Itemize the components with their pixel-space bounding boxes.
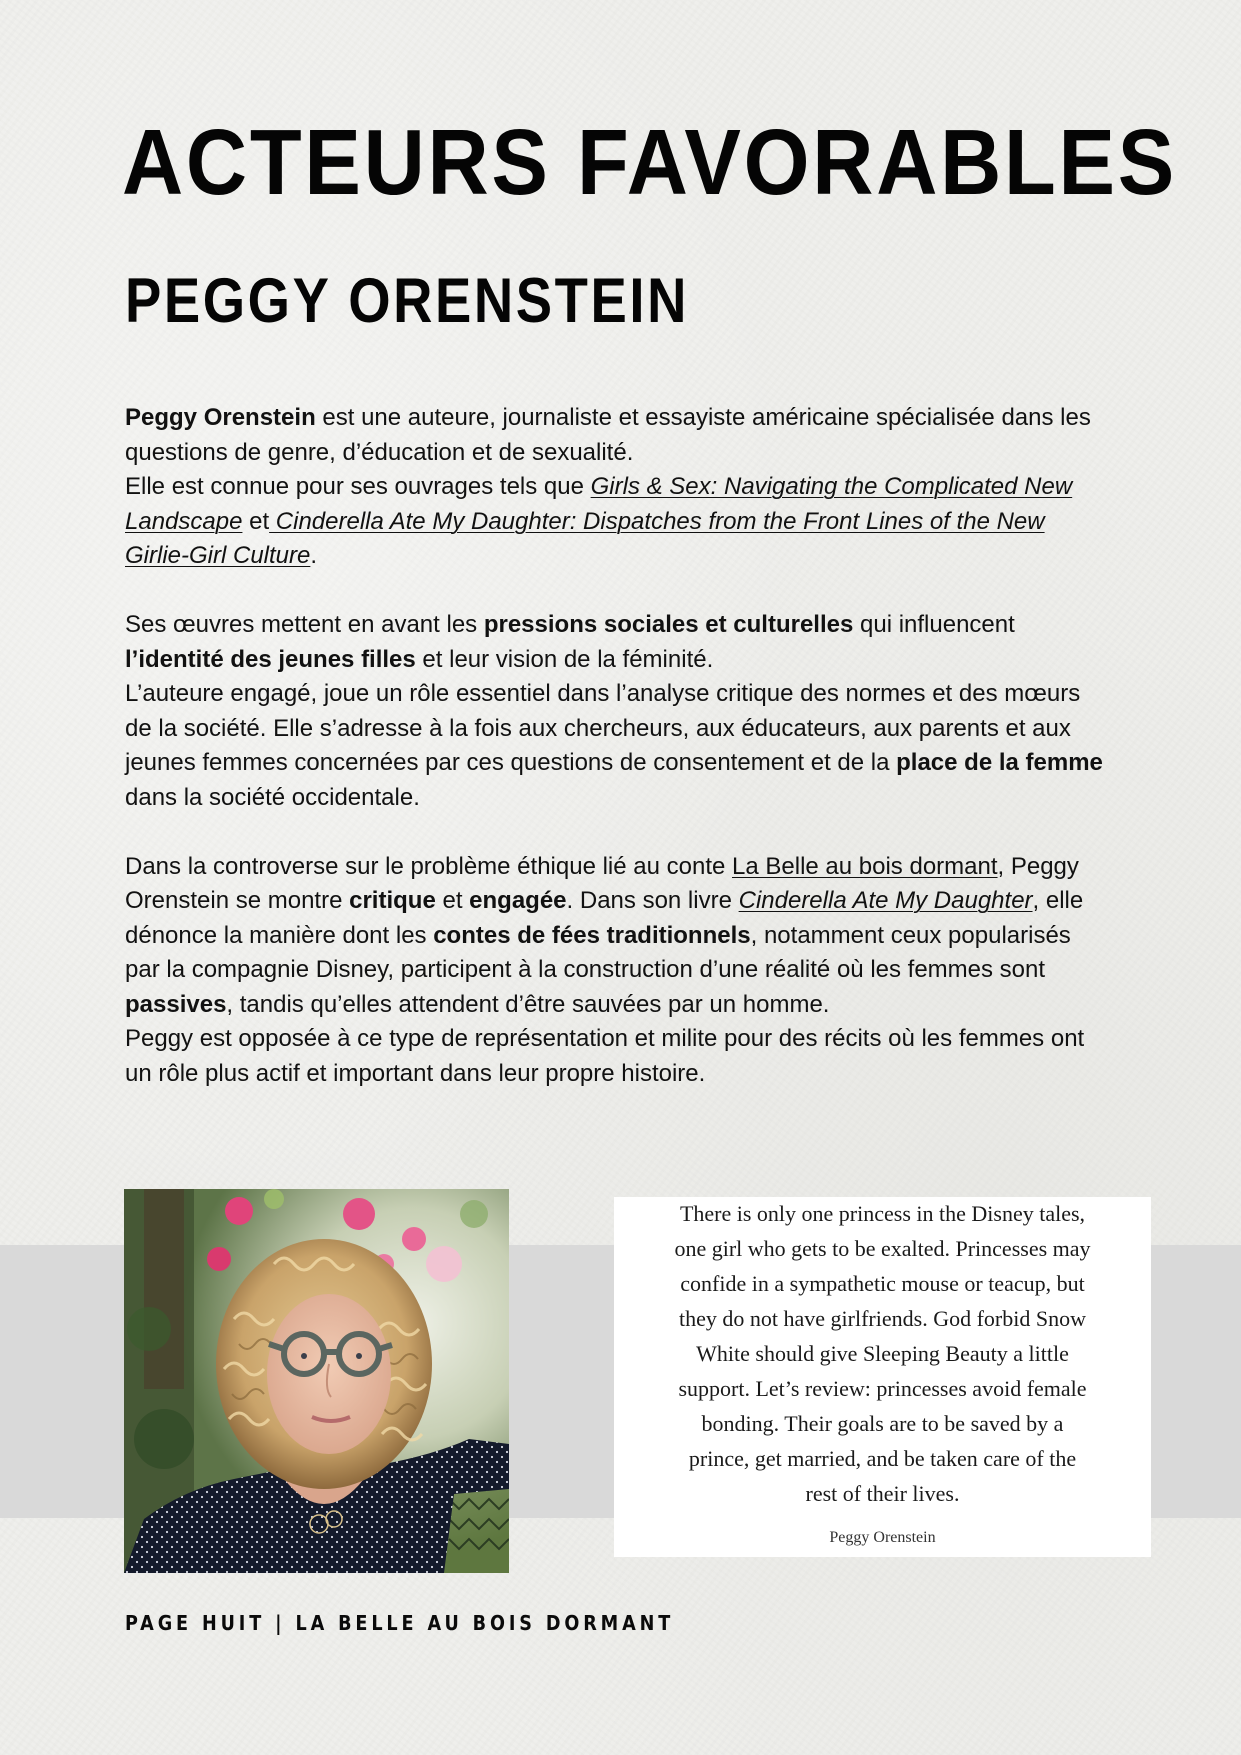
- paragraph-spacer: [125, 574, 1225, 609]
- text-line: [125, 539, 1225, 574]
- text-line: [125, 781, 1225, 816]
- quote-line: one girl who gets to be exalted. Princesses may: [674, 1236, 1091, 1261]
- book-title-link: Landscape: [125, 507, 243, 535]
- text-run: , tandis qu’elles attendent d’être sauvées par un homme.: [226, 990, 830, 1018]
- page-title: ACTEURS FAVORABLES: [122, 110, 1178, 214]
- text-run: , Peggy: [997, 852, 1079, 880]
- text-run: Orenstein se montre: [125, 887, 350, 914]
- text-line: [125, 436, 1225, 471]
- emphasis-text: pressions sociales et culturelles: [483, 611, 854, 638]
- text-run: Ses œuvres mettent en avant les: [125, 611, 484, 638]
- page-footer: PAGE HUIT | LA BELLE AU BOIS DORMANT: [125, 1611, 675, 1635]
- text-line: [125, 746, 1225, 781]
- quote-line: There is only one princess in the Disney tales,: [679, 1201, 1086, 1226]
- emphasis-text: contes de fées traditionnels: [433, 921, 751, 949]
- paragraph: [125, 850, 1225, 1092]
- text-run: qui influencent: [853, 611, 1015, 638]
- quote-text: [614, 1196, 1151, 1511]
- quote-line: confide in a sympathetic mouse or teacup, but: [680, 1271, 1085, 1296]
- text-run: Elle est connue pour ses ouvrages tels que: [125, 473, 591, 500]
- quote-line: bonding. Their goals are to be saved by a: [701, 1411, 1064, 1436]
- emphasis-text: Peggy Orenstein: [125, 404, 316, 431]
- quote-line: prince, get married, and be taken care of the: [688, 1446, 1077, 1471]
- text-run: Dans la controverse sur le problème éthique lié au conte: [125, 852, 733, 880]
- quote-author: Peggy Orenstein: [829, 1529, 936, 1546]
- text-run: . Dans son livre: [566, 887, 739, 914]
- text-line: [125, 712, 1225, 747]
- text-line: [125, 505, 1225, 540]
- person-name-heading: PEGGY ORENSTEIN: [125, 266, 689, 336]
- text-run: un rôle plus actif et important dans leur propre histoire.: [125, 1059, 706, 1087]
- text-run: questions de genre, d’éducation et de sexualité.: [125, 438, 634, 466]
- text-line: [125, 953, 1225, 988]
- paragraph: [125, 608, 1225, 815]
- text-run: et: [435, 887, 470, 914]
- text-run: dénonce la manière dont les: [125, 921, 434, 949]
- text-line: [125, 850, 1225, 885]
- text-run: , notamment ceux popularisés: [750, 921, 1071, 949]
- text-run: jeunes femmes concernées par ces questions de consentement et de la: [125, 749, 897, 776]
- emphasis-text: l’identité des jeunes filles: [125, 645, 416, 673]
- book-title-link: Girls & Sex: Navigating the Complicated New: [590, 473, 1073, 500]
- quote-line: they do not have girlfriends. God forbid Snow: [679, 1306, 1086, 1331]
- text-run: et: [242, 507, 270, 535]
- quote-line: White should give Sleeping Beauty a little: [696, 1341, 1069, 1366]
- emphasis-text: place de la femme: [896, 749, 1103, 776]
- book-title-link: Cinderella Ate My Daughter: [738, 887, 1033, 914]
- text-run: par la compagnie Disney, participent à la construction d’une réalité où les femmes sont: [125, 956, 1046, 983]
- book-title-link: Girlie-Girl Culture: [125, 542, 311, 569]
- text-run: dans la société occidentale.: [125, 783, 420, 811]
- text-line: [125, 643, 1225, 678]
- emphasis-text: engagée: [469, 887, 567, 914]
- emphasis-text: passives: [125, 990, 227, 1018]
- paragraph: [125, 401, 1225, 574]
- text-line: [125, 470, 1225, 505]
- text-run: de la société. Elle s’adresse à la fois aux chercheurs, aux éducateurs, aux parents et aux: [125, 714, 1071, 742]
- book-title-link: La Belle au bois dormant: [732, 852, 998, 880]
- biography-text: [125, 401, 1225, 1091]
- author-photo: [124, 1189, 509, 1573]
- text-line: [125, 677, 1225, 712]
- quote-line: support. Let’s review: princesses avoid female: [678, 1376, 1087, 1401]
- text-line: [125, 401, 1225, 436]
- quote-card: [614, 1197, 1151, 1557]
- text-run: et leur vision de la féminité.: [415, 645, 714, 673]
- quote-line: rest of their lives.: [805, 1481, 960, 1506]
- text-line: [125, 1022, 1225, 1057]
- text-line: [125, 884, 1225, 919]
- text-run: Peggy est opposée à ce type de représentation et milite pour des récits où les femmes ont: [125, 1025, 1085, 1052]
- text-run: .: [310, 542, 318, 569]
- text-line: [125, 1057, 1225, 1092]
- text-line: [125, 988, 1225, 1023]
- text-line: [125, 919, 1225, 954]
- text-run: L’auteure engagé, joue un rôle essentiel dans l’analyse critique des normes et des mœurs: [125, 680, 1081, 707]
- text-run: est une auteure, journaliste et essayiste américaine spécialisée dans les: [315, 404, 1091, 431]
- text-run: , elle: [1032, 887, 1084, 914]
- emphasis-text: critique: [349, 887, 436, 914]
- portrait-image: [124, 1189, 509, 1573]
- text-line: [125, 608, 1225, 643]
- book-title-link: Cinderella Ate My Daughter: Dispatches from the Front Lines of the New: [269, 507, 1045, 535]
- paragraph-spacer: [125, 815, 1225, 850]
